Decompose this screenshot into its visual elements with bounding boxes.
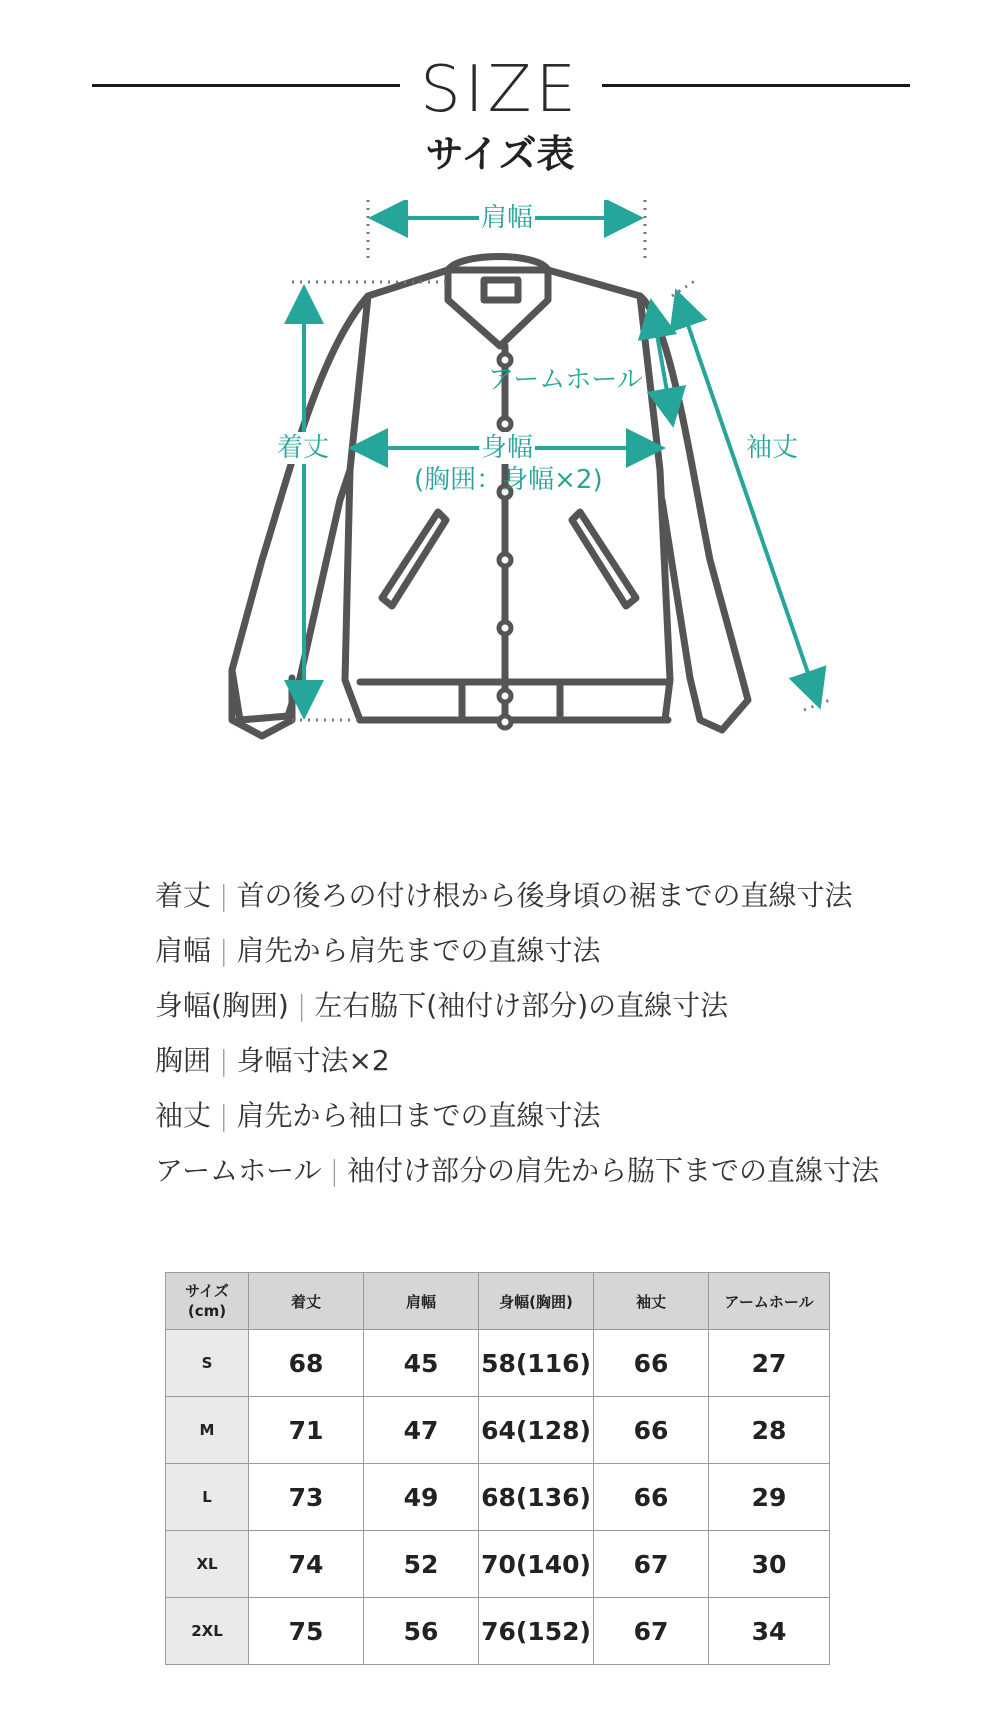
definition-row bbox=[155, 1143, 955, 1198]
definition-row bbox=[155, 923, 955, 978]
definition-separator: | bbox=[219, 934, 229, 967]
definition-term: 袖丈 bbox=[155, 1099, 212, 1132]
size-cell: M bbox=[166, 1397, 249, 1464]
table-row bbox=[166, 1397, 830, 1464]
table-cell: 52 bbox=[364, 1531, 479, 1598]
definition-description: 袖付け部分の肩先から脇下までの直線寸法 bbox=[347, 1154, 880, 1187]
definition-description: 首の後ろの付け根から後身頃の裾までの直線寸法 bbox=[236, 879, 853, 912]
column-header: アームホール bbox=[709, 1273, 830, 1330]
table-cell: 47 bbox=[364, 1397, 479, 1464]
table-cell: 28 bbox=[709, 1397, 830, 1464]
table-cell: 66 bbox=[594, 1330, 709, 1397]
table-cell: 70(140) bbox=[479, 1531, 594, 1598]
table-cell: 56 bbox=[364, 1598, 479, 1665]
definition-description: 肩先から袖口までの直線寸法 bbox=[236, 1099, 601, 1132]
measurement-definitions bbox=[155, 868, 955, 1198]
width-label: 身幅 bbox=[481, 433, 534, 463]
table-cell: 58(116) bbox=[479, 1330, 594, 1397]
size-column-header bbox=[166, 1273, 249, 1330]
column-header: 肩幅 bbox=[364, 1273, 479, 1330]
definition-separator: | bbox=[219, 879, 229, 912]
table-cell: 66 bbox=[594, 1464, 709, 1531]
table-cell: 27 bbox=[709, 1330, 830, 1397]
column-header: 袖丈 bbox=[594, 1273, 709, 1330]
column-header: 着丈 bbox=[249, 1273, 364, 1330]
definition-separator: | bbox=[329, 1154, 340, 1187]
table-cell: 68(136) bbox=[479, 1464, 594, 1531]
table-row bbox=[166, 1330, 830, 1397]
table-row bbox=[166, 1598, 830, 1665]
definition-term: 着丈 bbox=[155, 879, 212, 912]
size-header-label: サイズ bbox=[185, 1282, 229, 1300]
table-cell: 29 bbox=[709, 1464, 830, 1531]
definition-separator: | bbox=[296, 989, 307, 1022]
definition-separator: | bbox=[219, 1099, 229, 1132]
page-subtitle: サイズ表 bbox=[425, 132, 575, 176]
size-cell: XL bbox=[166, 1531, 249, 1598]
table-cell: 71 bbox=[249, 1397, 364, 1464]
title-rule-right bbox=[602, 84, 910, 87]
definition-term: 胸囲 bbox=[155, 1044, 212, 1077]
table-cell: 49 bbox=[364, 1464, 479, 1531]
table-cell: 74 bbox=[249, 1531, 364, 1598]
definition-description: 肩先から肩先までの直線寸法 bbox=[236, 934, 601, 967]
definition-row bbox=[155, 1088, 955, 1143]
table-cell: 67 bbox=[594, 1531, 709, 1598]
definition-term: 肩幅 bbox=[155, 934, 212, 967]
size-cell: S bbox=[166, 1330, 249, 1397]
table-header-row bbox=[166, 1273, 830, 1330]
length-label: 着丈 bbox=[277, 433, 330, 463]
table-cell: 68 bbox=[249, 1330, 364, 1397]
size-cell: L bbox=[166, 1464, 249, 1531]
definition-description: 左右脇下(袖付け部分)の直線寸法 bbox=[314, 989, 729, 1022]
unit-header-label: (cm) bbox=[187, 1302, 227, 1320]
width-note-label: (胸囲：身幅×2) bbox=[414, 465, 603, 495]
jacket-outline bbox=[232, 257, 748, 737]
definition-term: 身幅(胸囲) bbox=[155, 989, 289, 1022]
table-cell: 64(128) bbox=[479, 1397, 594, 1464]
jacket-measurement-diagram bbox=[0, 200, 1000, 840]
column-header: 身幅(胸囲) bbox=[479, 1273, 594, 1330]
definition-row bbox=[155, 868, 955, 923]
table-cell: 67 bbox=[594, 1598, 709, 1665]
definition-description: 身幅寸法×2 bbox=[236, 1044, 390, 1077]
table-cell: 34 bbox=[709, 1598, 830, 1665]
sleeve-label: 袖丈 bbox=[746, 433, 799, 463]
definition-separator: | bbox=[219, 1044, 229, 1077]
size-cell: 2XL bbox=[166, 1598, 249, 1665]
page-title: SIZE bbox=[420, 53, 580, 127]
armhole-label: アームホール bbox=[488, 365, 643, 395]
table-cell: 76(152) bbox=[479, 1598, 594, 1665]
table-row bbox=[166, 1531, 830, 1598]
definition-row bbox=[155, 978, 955, 1033]
table-row bbox=[166, 1464, 830, 1531]
shoulder-label: 肩幅 bbox=[481, 203, 534, 233]
table-cell: 45 bbox=[364, 1330, 479, 1397]
definition-term: アームホール bbox=[155, 1154, 322, 1187]
definition-row bbox=[155, 1033, 955, 1088]
table-cell: 75 bbox=[249, 1598, 364, 1665]
table-cell: 73 bbox=[249, 1464, 364, 1531]
table-cell: 66 bbox=[594, 1397, 709, 1464]
size-table bbox=[165, 1272, 830, 1665]
table-cell: 30 bbox=[709, 1531, 830, 1598]
jacket-illustration bbox=[0, 200, 1000, 840]
